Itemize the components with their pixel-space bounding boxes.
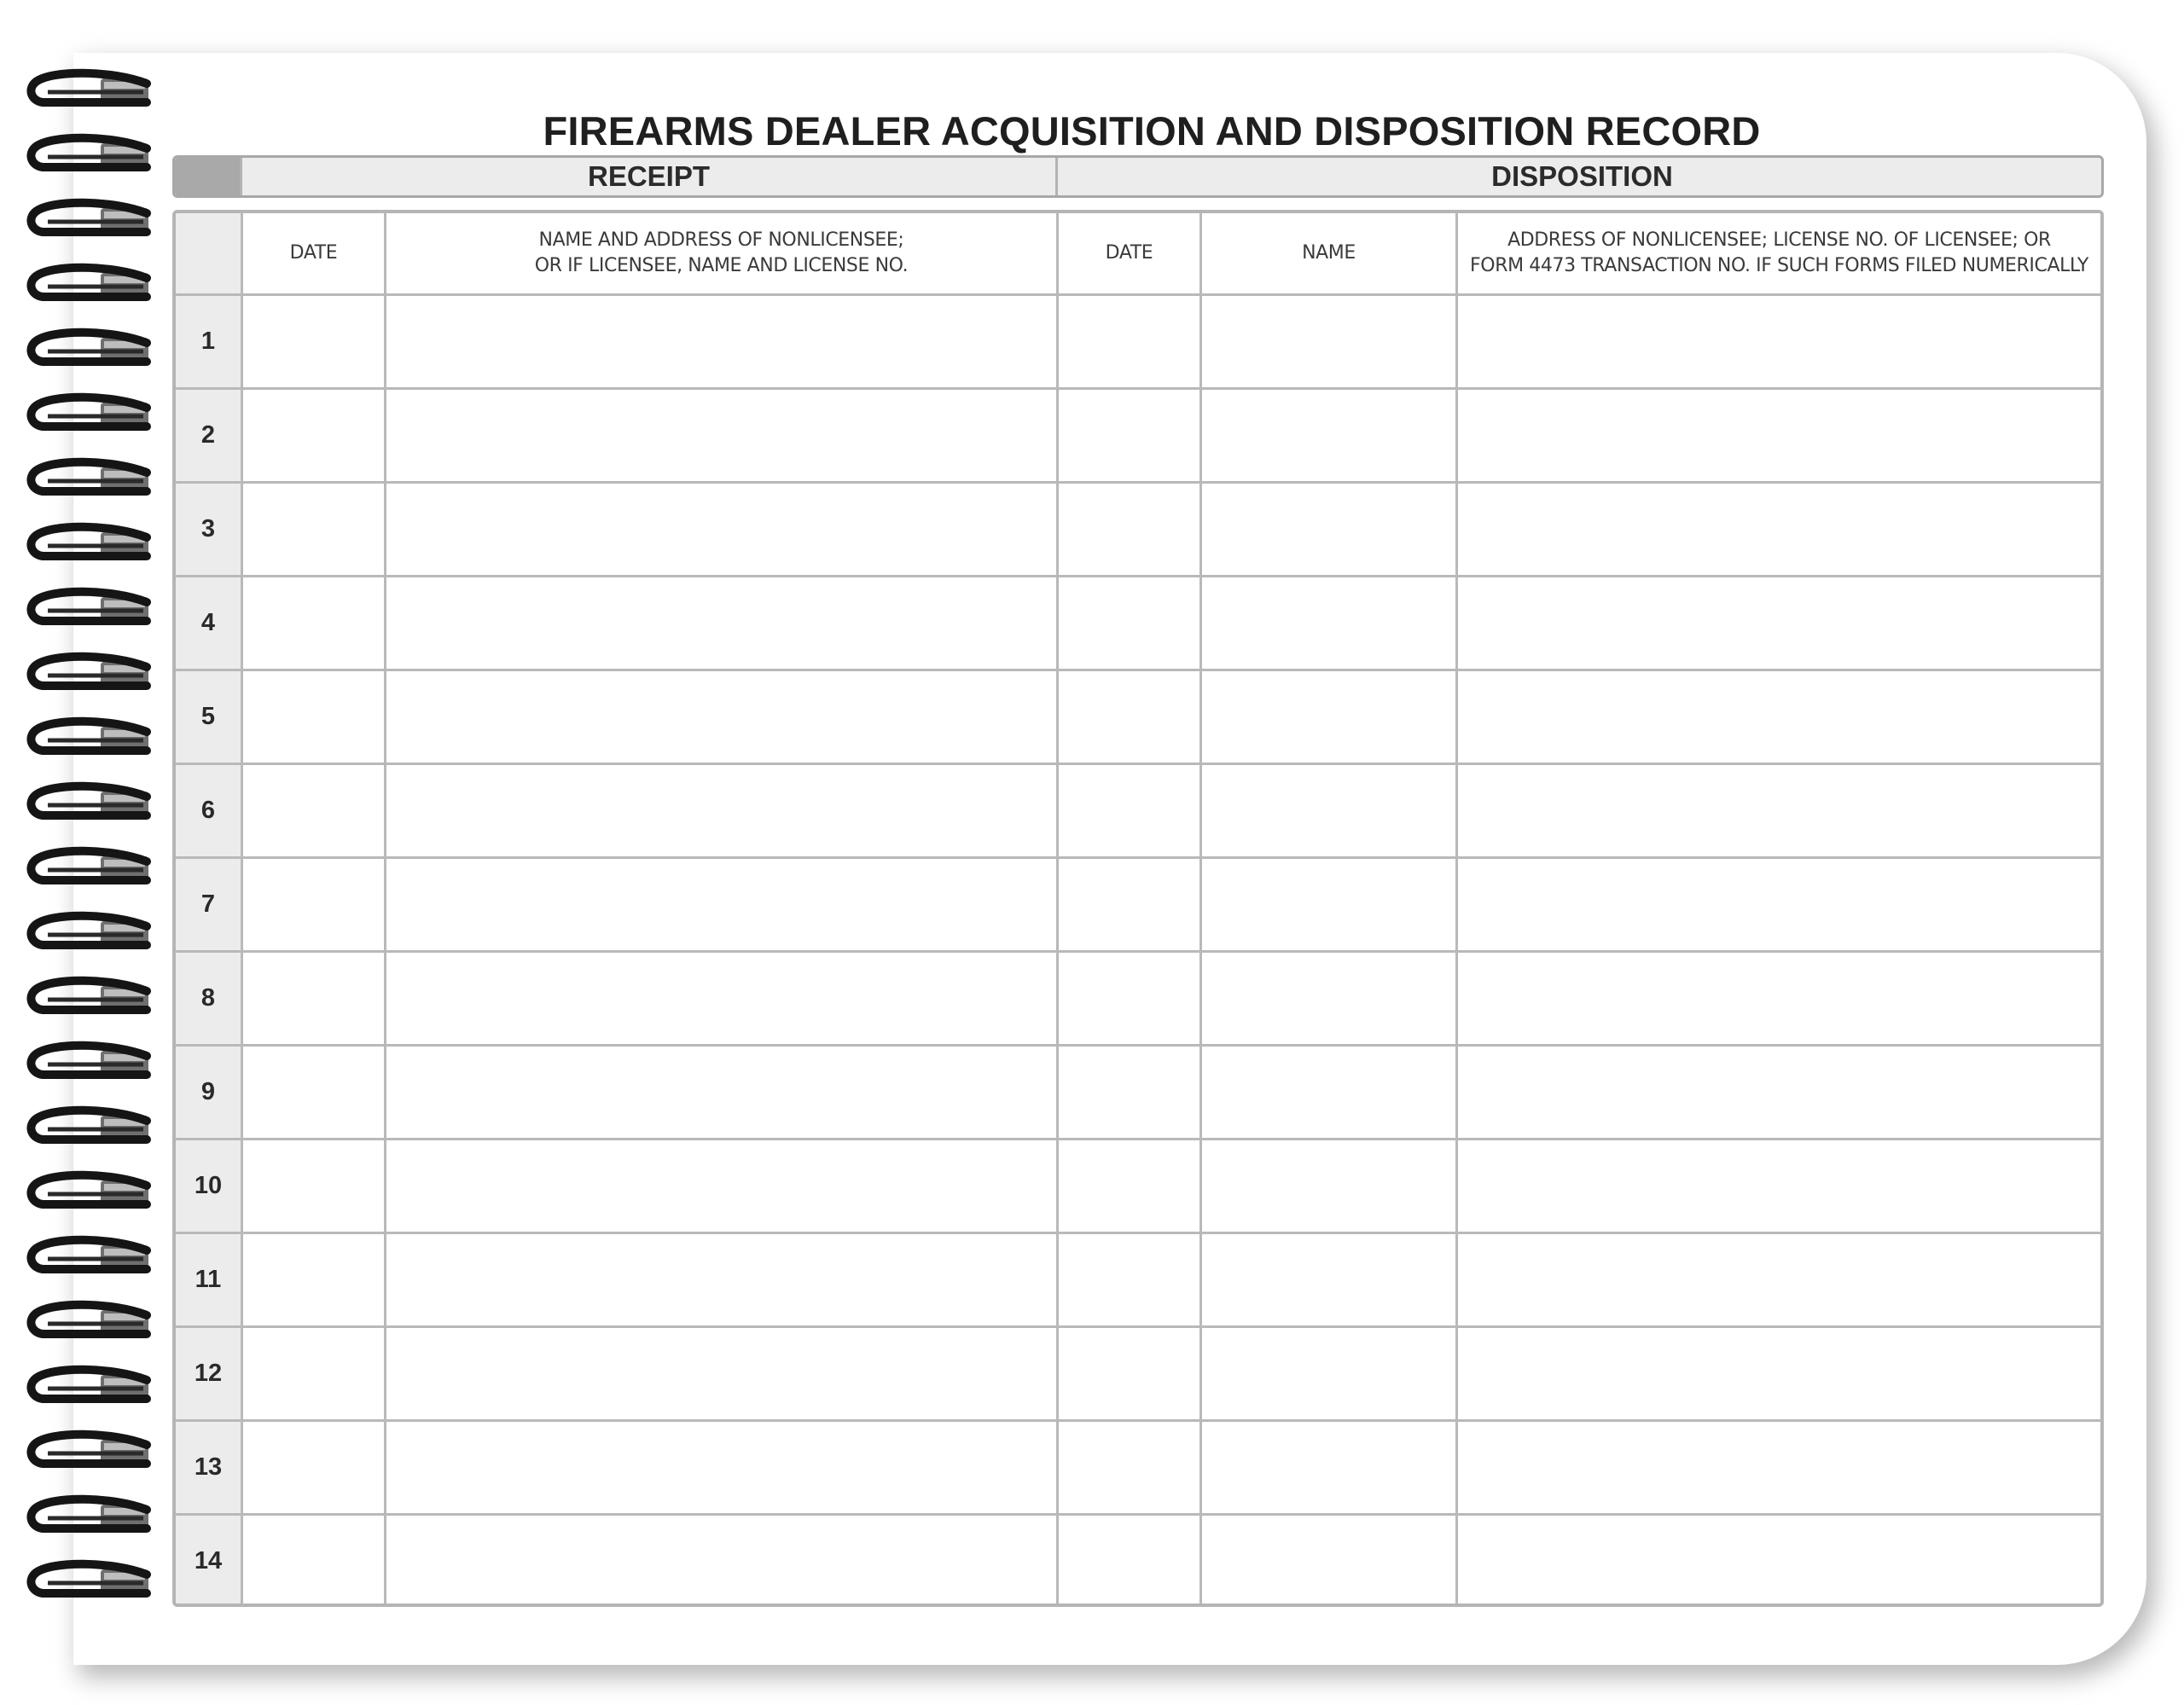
disposition-address-cell[interactable] xyxy=(1455,671,2100,763)
disposition-date-cell[interactable] xyxy=(1056,671,1199,763)
disposition-date-cell[interactable] xyxy=(1056,1047,1199,1138)
row-number-header xyxy=(176,213,241,293)
disposition-date-cell[interactable] xyxy=(1056,1422,1199,1513)
spiral-coil-icon xyxy=(26,1233,154,1285)
table-row xyxy=(176,856,2100,950)
disposition-date-cell[interactable] xyxy=(1056,484,1199,575)
disposition-address-cell[interactable] xyxy=(1455,1516,2100,1607)
disposition-address-cell[interactable] xyxy=(1455,296,2100,387)
row-number: 3 xyxy=(176,484,241,575)
receipt-name-cell[interactable] xyxy=(384,577,1056,669)
row-number: 13 xyxy=(176,1422,241,1513)
disposition-name-cell[interactable] xyxy=(1199,953,1455,1044)
row-number: 9 xyxy=(176,1047,241,1138)
disposition-address-cell[interactable] xyxy=(1455,765,2100,856)
spiral-coil-icon xyxy=(26,67,154,118)
disposition-address-cell[interactable] xyxy=(1455,390,2100,481)
row-number: 4 xyxy=(176,577,241,669)
disposition-address-cell[interactable] xyxy=(1455,484,2100,575)
spiral-coil-icon xyxy=(26,196,154,247)
disposition-date-cell[interactable] xyxy=(1056,577,1199,669)
section-corner-shade xyxy=(175,158,240,195)
disposition-address-cell[interactable] xyxy=(1455,1047,2100,1138)
disposition-date-cell[interactable] xyxy=(1056,1516,1199,1607)
disposition-date-cell[interactable] xyxy=(1056,1140,1199,1232)
disposition-name-cell[interactable] xyxy=(1199,1516,1455,1607)
spiral-coil-icon xyxy=(26,455,154,507)
receipt-date-cell[interactable] xyxy=(241,1328,384,1419)
spiral-coil-icon xyxy=(26,1169,154,1220)
receipt-name-cell[interactable] xyxy=(384,1516,1056,1607)
receipt-date-cell[interactable] xyxy=(241,390,384,481)
spiral-coil-icon xyxy=(26,261,154,312)
section-disposition: DISPOSITION xyxy=(1055,158,2104,195)
spiral-coil-icon xyxy=(26,1557,154,1609)
row-number: 11 xyxy=(176,1234,241,1325)
row-number: 8 xyxy=(176,953,241,1044)
column-header-receipt-date: DATE xyxy=(241,213,384,293)
disposition-address-cell[interactable] xyxy=(1455,859,2100,950)
table-row xyxy=(176,1419,2100,1513)
disposition-name-cell[interactable] xyxy=(1199,1234,1455,1325)
row-number: 12 xyxy=(176,1328,241,1419)
disposition-address-cell[interactable] xyxy=(1455,1234,2100,1325)
disposition-address-header-line1: ADDRESS OF NONLICENSEE; LICENSE NO. OF LICENSEE; OR xyxy=(1507,229,2051,251)
spiral-binding xyxy=(26,67,154,1653)
disposition-date-cell[interactable] xyxy=(1056,1328,1199,1419)
disposition-date-cell[interactable] xyxy=(1056,953,1199,1044)
spiral-coil-icon xyxy=(26,1039,154,1090)
row-number: 1 xyxy=(176,296,241,387)
receipt-name-cell[interactable] xyxy=(384,390,1056,481)
row-number: 2 xyxy=(176,390,241,481)
disposition-address-cell[interactable] xyxy=(1455,1328,2100,1419)
row-number: 7 xyxy=(176,859,241,950)
spiral-coil-icon xyxy=(26,520,154,571)
table-row xyxy=(176,1513,2100,1607)
disposition-address-cell[interactable] xyxy=(1455,577,2100,669)
disposition-name-cell[interactable] xyxy=(1199,1140,1455,1232)
spiral-coil-icon xyxy=(26,1363,154,1414)
spiral-coil-icon xyxy=(26,391,154,442)
column-header-disposition-date: DATE xyxy=(1056,213,1199,293)
disposition-name-cell[interactable] xyxy=(1199,1422,1455,1513)
receipt-date-cell[interactable] xyxy=(241,296,384,387)
ledger-table xyxy=(172,210,2104,1607)
row-number: 6 xyxy=(176,765,241,856)
table-row xyxy=(176,950,2100,1044)
disposition-address-cell[interactable] xyxy=(1455,953,2100,1044)
table-row xyxy=(176,763,2100,856)
column-header-row xyxy=(176,213,2100,293)
spiral-coil-icon xyxy=(26,780,154,831)
receipt-name-header-line1: NAME AND ADDRESS OF NONLICENSEE; xyxy=(538,229,904,251)
receipt-name-cell[interactable] xyxy=(384,296,1056,387)
table-row xyxy=(176,1325,2100,1419)
receipt-date-cell[interactable] xyxy=(241,953,384,1044)
section-receipt: RECEIPT xyxy=(240,158,1055,195)
spiral-coil-icon xyxy=(26,650,154,701)
disposition-date-cell[interactable] xyxy=(1056,390,1199,481)
spiral-coil-icon xyxy=(26,1104,154,1155)
table-row xyxy=(176,575,2100,669)
receipt-date-cell[interactable] xyxy=(241,1422,384,1513)
row-number: 14 xyxy=(176,1516,241,1607)
receipt-name-cell[interactable] xyxy=(384,1140,1056,1232)
disposition-name-cell[interactable] xyxy=(1199,390,1455,481)
receipt-name-cell[interactable] xyxy=(384,671,1056,763)
receipt-name-cell[interactable] xyxy=(384,484,1056,575)
section-header-bar xyxy=(172,155,2104,198)
receipt-name-cell[interactable] xyxy=(384,1328,1056,1419)
receipt-name-cell[interactable] xyxy=(384,953,1056,1044)
disposition-name-cell[interactable] xyxy=(1199,484,1455,575)
disposition-name-cell[interactable] xyxy=(1199,577,1455,669)
disposition-name-cell[interactable] xyxy=(1199,765,1455,856)
receipt-date-cell[interactable] xyxy=(241,484,384,575)
receipt-date-cell[interactable] xyxy=(241,859,384,950)
table-row xyxy=(176,387,2100,481)
disposition-address-header-line2: FORM 4473 TRANSACTION NO. IF SUCH FORMS FILED NUMERICALLY xyxy=(1470,255,2088,276)
spiral-coil-icon xyxy=(26,844,154,896)
spiral-coil-icon xyxy=(26,715,154,766)
receipt-name-header-line2: OR IF LICENSEE, NAME AND LICENSE NO. xyxy=(534,255,909,276)
disposition-name-cell[interactable] xyxy=(1199,671,1455,763)
spiral-coil-icon xyxy=(26,1428,154,1479)
table-row xyxy=(176,669,2100,763)
receipt-name-cell[interactable] xyxy=(384,859,1056,950)
receipt-name-cell[interactable] xyxy=(384,1234,1056,1325)
disposition-date-cell[interactable] xyxy=(1056,1234,1199,1325)
receipt-date-cell[interactable] xyxy=(241,1516,384,1607)
disposition-date-cell[interactable] xyxy=(1056,296,1199,387)
disposition-name-cell[interactable] xyxy=(1199,1328,1455,1419)
row-number: 5 xyxy=(176,671,241,763)
disposition-date-cell[interactable] xyxy=(1056,859,1199,950)
spiral-coil-icon xyxy=(26,974,154,1025)
receipt-name-cell[interactable] xyxy=(384,1422,1056,1513)
receipt-date-cell[interactable] xyxy=(241,1234,384,1325)
receipt-date-cell[interactable] xyxy=(241,1140,384,1232)
column-header-disposition-name: NAME xyxy=(1199,213,1455,293)
receipt-date-cell[interactable] xyxy=(241,1047,384,1138)
table-row xyxy=(176,1044,2100,1138)
column-header-receipt-name xyxy=(384,213,1056,293)
spiral-coil-icon xyxy=(26,1493,154,1544)
row-number: 10 xyxy=(176,1140,241,1232)
spiral-coil-icon xyxy=(26,131,154,183)
disposition-name-cell[interactable] xyxy=(1199,296,1455,387)
record-title: FIREARMS DEALER ACQUISITION AND DISPOSITION RECORD xyxy=(543,108,1761,154)
receipt-date-cell[interactable] xyxy=(241,577,384,669)
receipt-date-cell[interactable] xyxy=(241,765,384,856)
disposition-date-cell[interactable] xyxy=(1056,765,1199,856)
spiral-coil-icon xyxy=(26,326,154,377)
receipt-name-cell[interactable] xyxy=(384,1047,1056,1138)
table-row xyxy=(176,1232,2100,1325)
table-row xyxy=(176,293,2100,387)
table-row xyxy=(176,481,2100,575)
spiral-coil-icon xyxy=(26,1298,154,1349)
receipt-date-cell[interactable] xyxy=(241,671,384,763)
receipt-name-cell[interactable] xyxy=(384,765,1056,856)
table-row xyxy=(176,1138,2100,1232)
disposition-address-cell[interactable] xyxy=(1455,1140,2100,1232)
spiral-coil-icon xyxy=(26,909,154,960)
disposition-name-cell[interactable] xyxy=(1199,859,1455,950)
spiral-coil-icon xyxy=(26,585,154,636)
column-header-disposition-address xyxy=(1455,213,2100,293)
disposition-name-cell[interactable] xyxy=(1199,1047,1455,1138)
disposition-address-cell[interactable] xyxy=(1455,1422,2100,1513)
